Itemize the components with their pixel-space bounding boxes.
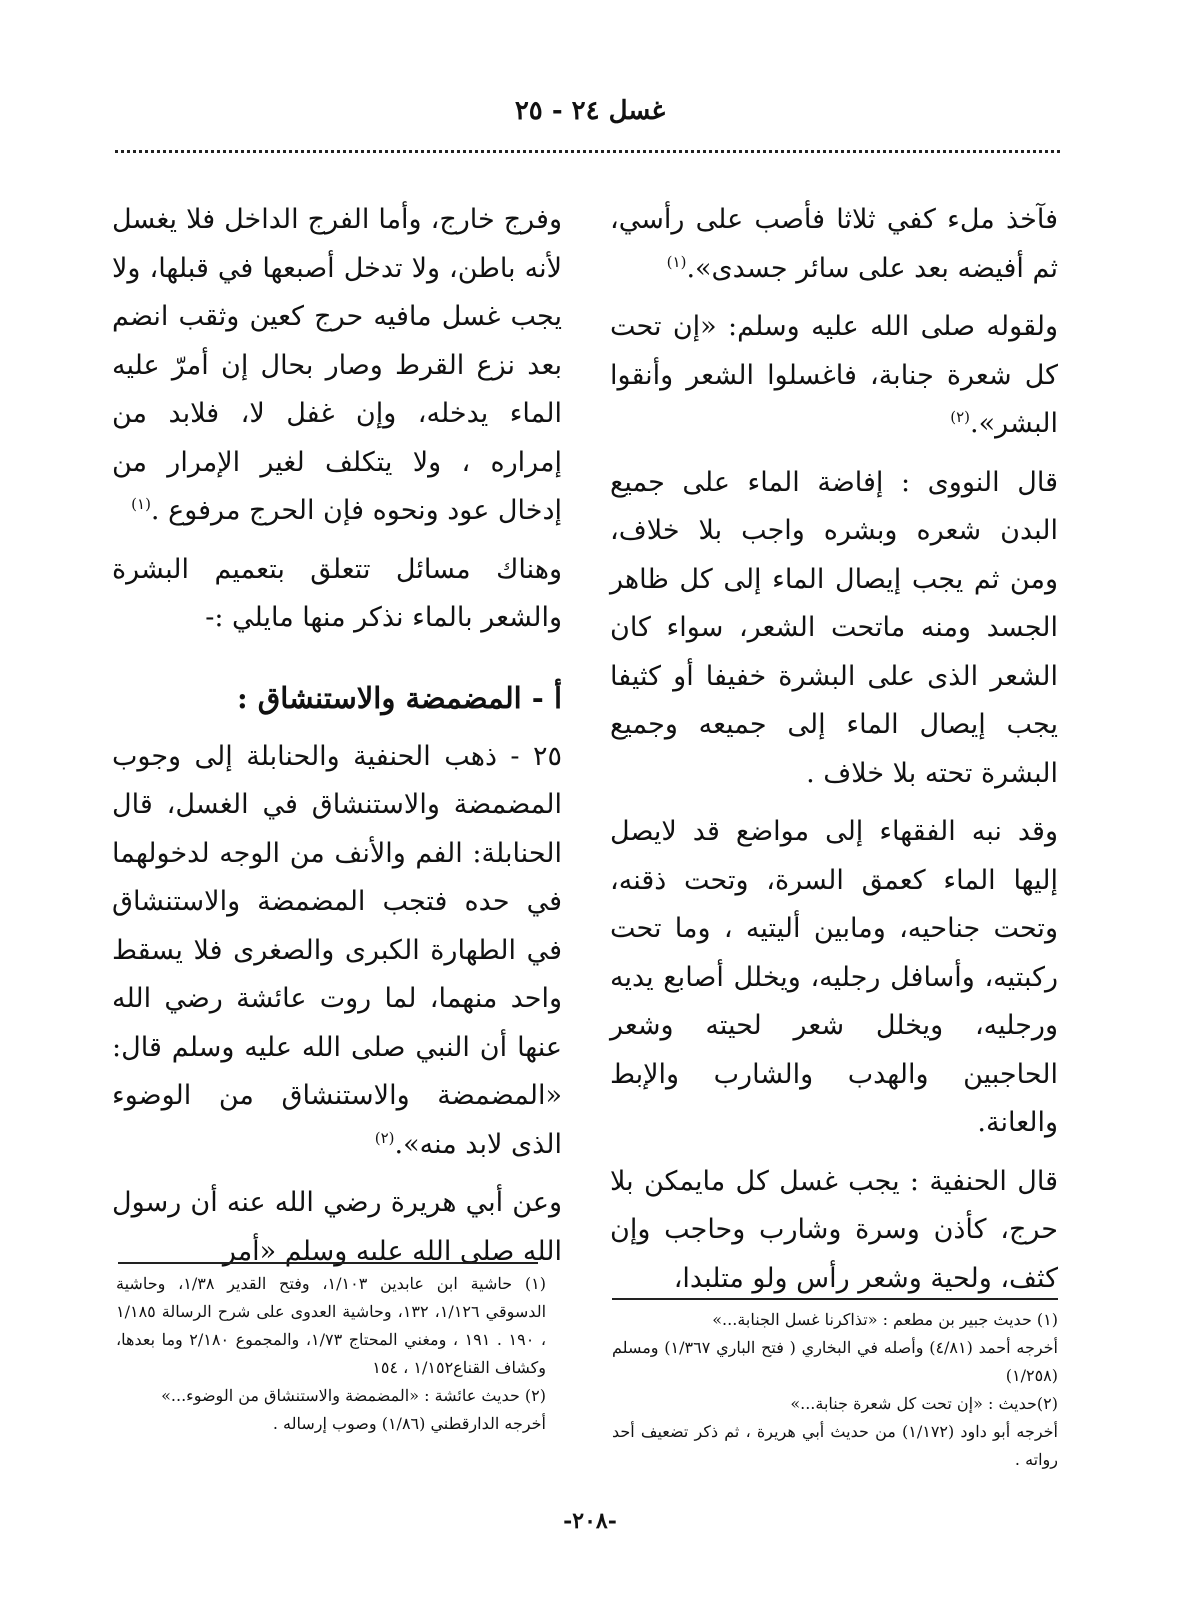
paragraph-text: فآخذ ملء كفي ثلاثا فأصب على رأسي، ثم أفيضه بعد على سائر جسدى». (610, 204, 1058, 284)
footnote: (١) حاشية ابن عابدين ١/١٠٣، وفتح القدير ١/٣٨، وحاشية الدسوقي ١/١٢٦، ١٣٢، وحاشية العدوى على شرح الرسالة ١/١٨٥ ، ١٩٠ . ١٩١ ، ومغني المحتاج ١/٧٣، والمجموع ٢/١٨٠ وما بعدها، وكشاف القناع١/١٥٢ ، ١٥٤ (116, 1274, 547, 1377)
paragraph-text: وفرج خارج، وأما الفرج الداخل فلا يغسل لأنه باطن، ولا تدخل أصبعها في قبلها، ولا يجب غسل مافيه حرج كعين وثقب انضم بعد نزع القرط وصار بحال إن أمرّ عليه الماء يدخله، وإن غفل لا، فلابد من إمراره ، ولا يتكلف لغير الإمرار من إدخال عود ونحوه فإن الحرج مرفوع . (112, 204, 562, 526)
footnote: أخرجه أحمد (٤/٨١) وأصله في البخاري ( فتح الباري ١/٣٦٧) ومسلم (١/٢٥٨) (612, 1338, 1058, 1385)
footnote-ref: (٢) (950, 408, 971, 426)
footnotes-left (116, 1270, 546, 1438)
footnote: (٢) حديث عائشة : «المضمضة والاستنشاق من الوضوء...» (161, 1386, 546, 1405)
footnote-rule-right (612, 1298, 1058, 1300)
footnote: (٢)حديث : «إن تحت كل شعرة جنابة...» (790, 1394, 1058, 1413)
paragraph (112, 733, 562, 1170)
right-column (610, 196, 1058, 1313)
paragraph-text: ٢٥ - ذهب الحنفية والحنابلة إلى وجوب المضمضة والاستنشاق في الغسل، قال الحنابلة: الفم والأنف من الوجه لدخولهما في حده فتجب المضمضة والاستنشاق في الطهارة الكبرى والصغرى فلا يسقط واحد منهما، لما روت عائشة رضي الله عنها أن النبي صلى الله عليه وسلم قال: «المضمضة والاستنشاق من الوضوء الذى لابد منه». (112, 740, 562, 1160)
left-column-section (112, 674, 562, 1286)
footnote: (١) حديث جبير بن مطعم : «تذاكرنا غسل الجنابة...» (712, 1310, 1058, 1329)
page-number: -٢٠٨- (563, 1508, 617, 1534)
footnote-rule-left (118, 1262, 538, 1264)
paragraph (610, 303, 1058, 449)
footnotes-right (612, 1306, 1058, 1474)
paragraph (610, 196, 1058, 293)
paragraph-text: ولقوله صلى الله عليه وسلم: «إن تحت كل شعرة جنابة، فاغسلوا الشعر وأنقوا البشر». (610, 311, 1058, 439)
paragraph: وقد نبه الفقهاء إلى مواضع قد لايصل إليها الماء كعمق السرة، وتحت ذقنه، وتحت جناحيه، ومابين أليتيه ، وما تحت ركبتيه، وأسافل رجليه، ويخلل أصابع يديه ورجليه، ويخلل شعر لحيته وشعر الحاجبين والهدب والشارب والإبط والعانة. (610, 816, 1058, 1138)
footnote-ref: (٢) (374, 1128, 395, 1147)
page-header: غسل ٢٤ - ٢٥ (514, 96, 666, 126)
header-dotted-rule (115, 150, 1060, 153)
footnote: أخرجه أبو داود (١/١٧٢) من حديث أبي هريرة ، ثم ذكر تضعيف أحد رواته . (612, 1422, 1058, 1469)
footnote-ref: (١) (131, 495, 151, 513)
paragraph: قال النووى : إفاضة الماء على جميع البدن شعره وبشره واجب بلا خلاف، ومن ثم يجب إيصال الماء إلى كل ظاهر الجسد ومنه ماتحت الشعر، سواء كان الشعر الذى على البشرة خفيفا أو كثيفا يجب إيصال الماء إلى جميعه وجميع البشرة تحته بلا خلاف . (610, 466, 1058, 789)
paragraph (112, 196, 562, 536)
paragraph: وعن أبي هريرة رضي الله عنه أن رسول الله صلى الله عليه وسلم «أمر (112, 1187, 562, 1267)
section-heading: أ - المضمضة والاستنشاق : (236, 681, 562, 715)
paragraph: قال الحنفية : يجب غسل كل مايمكن بلا حرج، كأذن وسرة وشارب وحاجب وإن كثف، ولحية وشعر رأس ولو متلبدا، (610, 1165, 1058, 1294)
left-column-top (112, 196, 562, 653)
footnote: أخرجه الدارقطني (١/٨٦) وصوب إرساله . (272, 1414, 546, 1433)
paragraph: وهناك مسائل تتعلق بتعميم البشرة والشعر بالماء نذكر منها مايلي :- (112, 553, 562, 633)
footnote-ref: (١) (666, 252, 687, 271)
